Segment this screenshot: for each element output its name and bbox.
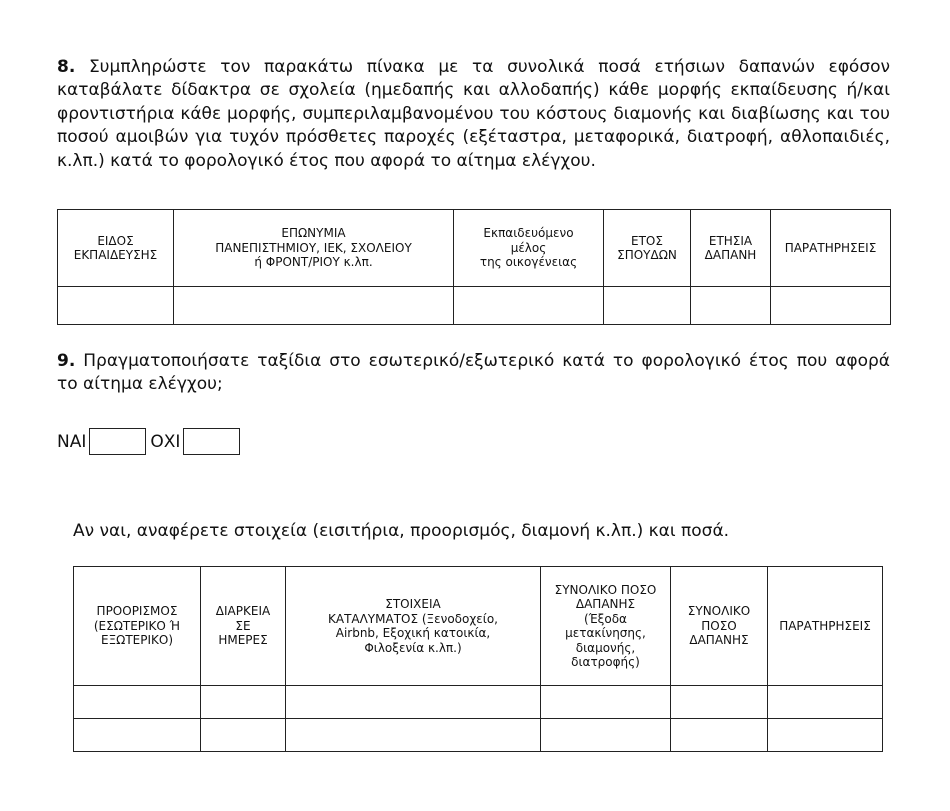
yes-label: ΝΑΙ [57, 431, 87, 452]
table-cell-input[interactable] [174, 287, 454, 325]
header-education-type: ΕΙΔΟΣ ΕΚΠΑΙΔΕΥΣΗΣ [58, 210, 174, 287]
table-cell-input[interactable] [286, 719, 541, 752]
education-expenses-table [57, 209, 891, 325]
table-cell-input[interactable] [541, 686, 671, 719]
table-cell-input[interactable] [768, 719, 883, 752]
header-remarks: ΠΑΡΑΤΗΡΗΣΕΙΣ [771, 210, 891, 287]
header-annual-expense: ΕΤΗΣΙΑ ΔΑΠΑΝΗ [691, 210, 771, 287]
table-cell-input[interactable] [74, 686, 201, 719]
table-cell-input[interactable] [671, 686, 768, 719]
travel-details-intro: Αν ναι, αναφέρετε στοιχεία (εισιτήρια, προορισμός, διαμονή κ.λπ.) και ποσά. [73, 521, 730, 541]
table-cell-input[interactable] [201, 719, 286, 752]
header-remarks: ΠΑΡΑΤΗΡΗΣΕΙΣ [768, 567, 883, 686]
table-cell-input[interactable] [604, 287, 691, 325]
table-cell-input[interactable] [74, 719, 201, 752]
header-study-year: ΕΤΟΣ ΣΠΟΥΔΩΝ [604, 210, 691, 287]
header-institution-name: ΕΠΩΝΥΜΙΑ ΠΑΝΕΠΙΣΤΗΜΙΟΥ, ΙΕΚ, ΣΧΟΛΕΙΟΥ ή ΦΡΟΝΤ/ΡΙΟΥ κ.λπ. [174, 210, 454, 287]
question-9-text: Πραγματοποιήσατε ταξίδια στο εσωτερικό/εξωτερικό κατά το φορολογικό έτος που αφορά το αίτημα ελέγχου; [57, 351, 890, 395]
yes-no-options [57, 428, 244, 455]
question-8 [57, 56, 890, 173]
table-cell-input[interactable] [286, 686, 541, 719]
question-9-number: 9. [57, 351, 76, 371]
header-destination: ΠΡΟΟΡΙΣΜΟΣ (ΕΣΩΤΕΡΙΚΟ Ή ΕΞΩΤΕΡΙΚΟ) [74, 567, 201, 686]
question-8-number: 8. [57, 57, 76, 77]
yes-checkbox[interactable] [89, 428, 146, 455]
table-cell-input[interactable] [58, 287, 174, 325]
table-header-row [74, 567, 883, 686]
travel-expenses-table [73, 566, 883, 752]
header-total-expense: ΣΥΝΟΛΙΚΟ ΠΟΣΟ ΔΑΠΑΝΗΣ [671, 567, 768, 686]
header-duration-days: ΔΙΑΡΚΕΙΑ ΣΕ ΗΜΕΡΕΣ [201, 567, 286, 686]
table-cell-input[interactable] [201, 686, 286, 719]
question-9 [57, 350, 890, 397]
no-label: ΟΧΙ [150, 431, 181, 452]
table-row [74, 719, 883, 752]
table-cell-input[interactable] [691, 287, 771, 325]
table-cell-input[interactable] [768, 686, 883, 719]
header-accommodation: ΣΤΟΙΧΕΙΑ ΚΑΤΑΛΥΜΑΤΟΣ (Ξενοδοχείο, Airbnb, Εξοχική κατοικία, Φιλοξενία κ.λπ.) [286, 567, 541, 686]
question-8-text: Συμπληρώστε τον παρακάτω πίνακα με τα συνολικά ποσά ετήσιων δαπανών εφόσον καταβάλατε δίδακτρα σε σχολεία (ημεδαπής και αλλοδαπής) κάθε μορφής εκπαίδευσης ή/και φροντιστήρια κάθε μορφής, συμπεριλαμβανομένου του κόστους διαμονής και διαβίωσης και του ποσού αμοιβών για τυχόν πρόσθετες παροχές (εξέταστρα, μεταφορικά, διατροφή, αθλοπαιδιές, κ.λπ.) κατά το φορολογικό έτος που αφορά το αίτημα ελέγχου. [57, 57, 890, 171]
table-cell-input[interactable] [671, 719, 768, 752]
table-header-row [58, 210, 891, 287]
header-family-member: Εκπαιδευόμενο μέλος της οικογένειας [454, 210, 604, 287]
table-cell-input[interactable] [541, 719, 671, 752]
no-checkbox[interactable] [183, 428, 240, 455]
table-cell-input[interactable] [454, 287, 604, 325]
table-row [58, 287, 891, 325]
table-row [74, 686, 883, 719]
header-total-expense-details: ΣΥΝΟΛΙΚΟ ΠΟΣΟ ΔΑΠΑΝΗΣ (Έξοδα μετακίνησης, διαμονής, διατροφής) [541, 567, 671, 686]
table-cell-input[interactable] [771, 287, 891, 325]
